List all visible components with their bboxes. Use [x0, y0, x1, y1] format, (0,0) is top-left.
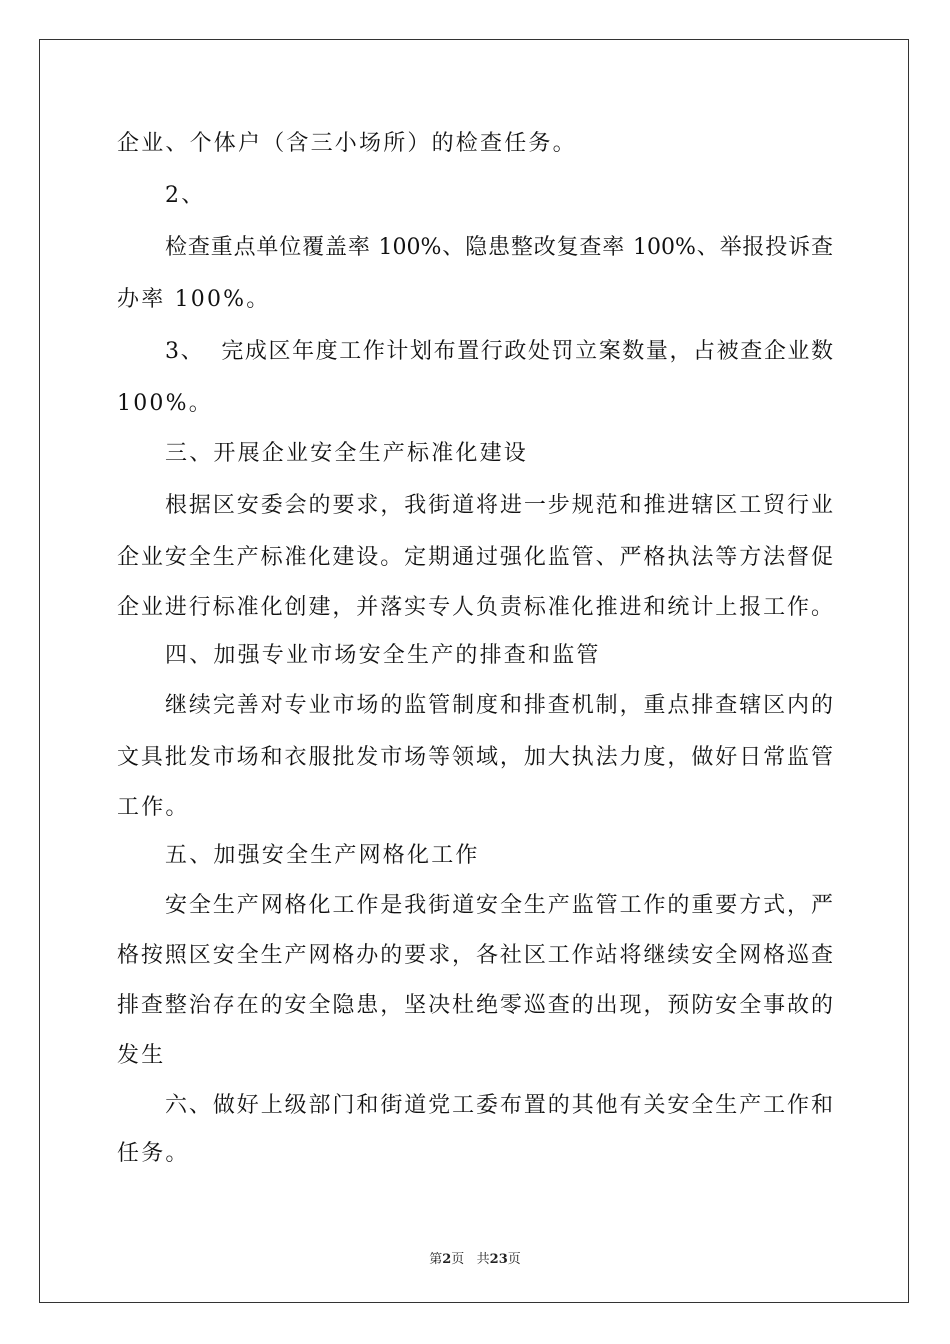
total-page-number: 23 — [489, 1252, 508, 1267]
text-line: 排查整治存在的安全隐患，坚决杜绝零巡查的出现，预防安全事故的 — [117, 993, 833, 1018]
text-line: 3、 完成区年度工作计划布置行政处罚立案数量，占被查企业数 — [165, 339, 833, 364]
text-line: 文具批发市场和衣服批发市场等领域，加大执法力度，做好日常监管 — [117, 745, 833, 770]
current-page-number: 2 — [442, 1252, 452, 1267]
section-heading: 三、开展企业安全生产标准化建设 — [165, 441, 529, 466]
text-line: 企业安全生产标准化建设。定期通过强化监管、严格执法等方法督促 — [117, 545, 833, 570]
text-line: 发生 — [117, 1043, 166, 1068]
text-line: 六、做好上级部门和街道党工委布置的其他有关安全生产工作和 — [165, 1093, 833, 1118]
text-line: 继续完善对专业市场的监管制度和排查机制，重点排查辖区内的 — [165, 693, 833, 718]
text-line: 办率 100%。 — [117, 287, 271, 312]
page-footer — [0, 1248, 950, 1267]
text-line: 企业进行标准化创建，并落实专人负责标准化推进和统计上报工作。 — [117, 595, 833, 620]
list-number: 2、 — [165, 183, 206, 208]
text-line: 工作。 — [117, 795, 190, 820]
footer-prefix: 第 — [429, 1252, 443, 1267]
text-line: 100%。 — [117, 391, 213, 416]
text-line: 任务。 — [117, 1141, 190, 1166]
text-line: 安全生产网格化工作是我街道安全生产监管工作的重要方式，严 — [165, 893, 833, 918]
text-line: 企业、个体户（含三小场所）的检查任务。 — [117, 131, 577, 156]
text-line: 根据区安委会的要求，我街道将进一步规范和推进辖区工贸行业 — [165, 493, 833, 518]
section-heading: 五、加强安全生产网格化工作 — [165, 843, 480, 868]
footer-mid: 页 共 — [451, 1252, 490, 1267]
text-line: 格按照区安全生产网格办的要求，各社区工作站将继续安全网格巡查 — [117, 943, 833, 968]
section-heading: 四、加强专业市场安全生产的排查和监管 — [165, 643, 601, 668]
footer-suffix: 页 — [507, 1252, 521, 1267]
text-line: 检查重点单位覆盖率 100%、隐患整改复查率 100%、举报投诉查 — [165, 235, 833, 260]
